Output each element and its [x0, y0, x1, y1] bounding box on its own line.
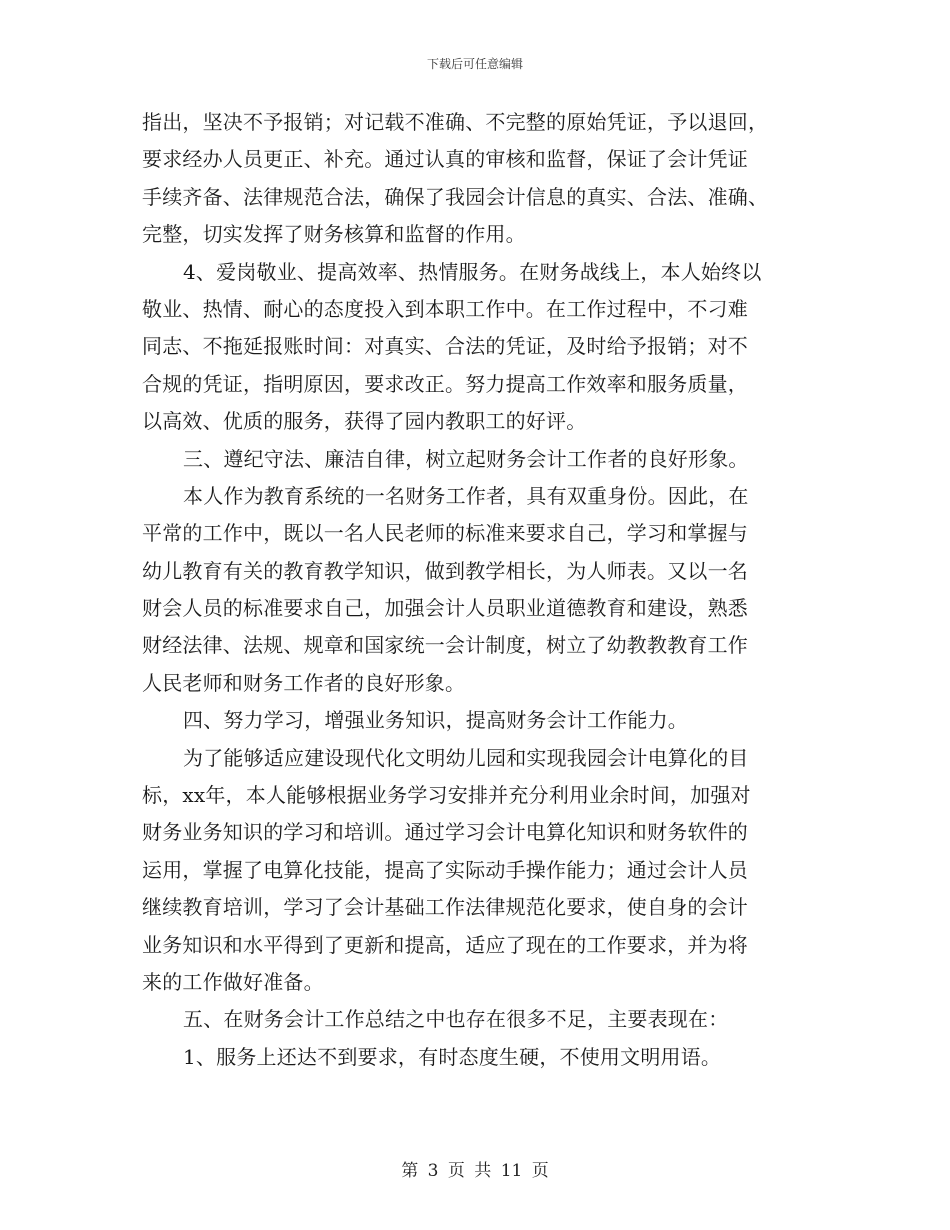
text-line: 继续教育培训，学习了会计基础工作法律规范化要求，使自身的会计: [142, 895, 748, 920]
text-line: 运用，掌握了电算化技能，提高了实际动手操作能力；通过会计人员: [142, 857, 748, 882]
section-heading: 四、努力学习，增强业务知识，提高财务会计工作能力。: [183, 708, 688, 733]
text-line: 平常的工作中，既以一名人民老师的标准来要求自己，学习和掌握与: [142, 521, 748, 546]
text-line: 幼儿教育有关的教育教学知识，做到教学相长，为人师表。又以一名: [142, 558, 748, 583]
text-line: 以高效、优质的服务，获得了园内教职工的好评。: [142, 409, 587, 434]
text-line: 手续齐备、法律规范合法，确保了我园会计信息的真实、合法、准确、: [142, 184, 769, 209]
text-line: 财会人员的标准要求自己，加强会计人员职业道德教育和建设，熟悉: [142, 596, 748, 621]
paragraph-start-line: 为了能够适应建设现代化文明幼儿园和实现我园会计电算化的目: [183, 745, 749, 770]
text-line: 业务知识和水平得到了更新和提高，适应了现在的工作要求，并为将: [142, 932, 748, 957]
header-note: 下载后可任意编辑: [426, 57, 523, 71]
section-heading: 三、遵纪守法、廉洁自律，树立起财务会计工作者的良好形象。: [183, 446, 749, 471]
paragraph-start-line: 本人作为教育系统的一名财务工作者，具有双重身份。因此，在: [183, 483, 749, 508]
text-line: 敬业、热情、耐心的态度投入到本职工作中。在工作过程中，不刁难: [142, 296, 748, 321]
document-body: [142, 104, 808, 1076]
text-line: 标，xx年，本人能够根据业务学习安排并充分利用业余时间，加强对: [142, 783, 751, 808]
paragraph-start-line: 1、服务上还达不到要求，有时态度生硬，不使用文明用语。: [183, 1044, 722, 1069]
text-line: 来的工作做好准备。: [142, 969, 324, 994]
text-line: 财经法律、法规、规章和国家统一会计制度，树立了幼教教教育工作: [142, 633, 748, 658]
section-heading: 五、在财务会计工作总结之中也存在很多不足，主要表现在：: [183, 1007, 729, 1032]
paragraph-start-line: 4、爱岗敬业、提高效率、热情服务。在财务战线上，本人始终以: [183, 259, 762, 284]
text-line: 人民老师和财务工作者的良好形象。: [142, 670, 466, 695]
text-line: 完整，切实发挥了财务核算和监督的作用。: [142, 222, 526, 247]
text-line: 财务业务知识的学习和培训。通过学习会计电算化知识和财务软件的: [142, 820, 748, 845]
text-line: 指出，坚决不予报销；对记载不准确、不完整的原始凭证，予以退回，: [142, 110, 769, 134]
text-line: 同志、不拖延报账时间：对真实、合法的凭证，及时给予报销；对不: [142, 334, 748, 359]
text-line: 合规的凭证，指明原因，要求改正。努力提高工作效率和服务质量，: [142, 371, 748, 396]
page-number: 第 3 页 共 11 页: [401, 1161, 549, 1181]
text-line: 要求经办人员更正、补充。通过认真的审核和监督，保证了会计凭证: [142, 147, 748, 172]
